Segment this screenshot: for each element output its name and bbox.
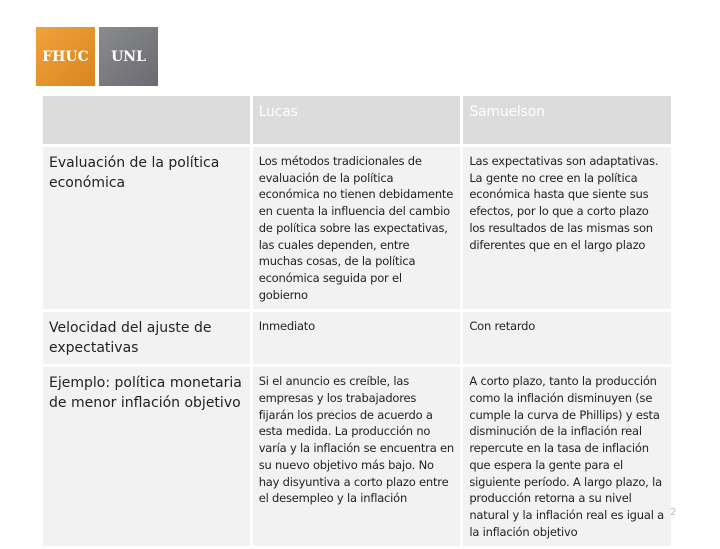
unl-logo: UNL [99,27,158,86]
lucas-cell: Si el anuncio es creíble, las empresas y los trabajadores fijarán los precios de acuerdo a esta medida. La producción no varía y la inflación se encuentra en su nuevo objetivo más bajo. No hay disyuntiva a corto plazo entre el desempleo y la inflación [253,367,461,546]
fhuc-logo: FHUC [36,27,95,86]
row-label: Velocidad del ajuste de expectativas [43,312,250,364]
table-row [43,312,671,364]
table-header-row [43,96,671,144]
header-empty [43,96,250,144]
table-row [43,147,671,309]
page-number: 2 [670,507,677,518]
table-row [43,367,671,546]
lucas-cell: Los métodos tradicionales de evaluación de la política económica no tienen debidamente en cuenta la influencia del cambio de política sobre las expectativas, las cuales dependen, entre muchas cosas, de la política económica seguida por el gobierno [253,147,461,309]
samuelson-cell: Con retardo [463,312,671,364]
lucas-cell: Inmediato [253,312,461,364]
header-lucas: Lucas [253,96,461,144]
samuelson-cell: Las expectativas son adaptativas. La gente no cree en la política económica hasta que siente sus efectos, por lo que a corto plazo los resultados de las mismas son diferentes que en el largo plazo [463,147,671,309]
samuelson-cell: A corto plazo, tanto la producción como la inflación disminuyen (se cumple la curva de Phillips) y esta disminución de la inflación real repercute en la tasa de inflación que espera la gente para el siguiente período. A largo plazo, la producción retorna a su nivel natural y la inflación real es igual a la inflación objetivo [463,367,671,546]
comparison-table [40,93,677,549]
row-label: Ejemplo: política monetaria de menor inflación objetivo [43,367,250,546]
row-label: Evaluación de la política económica [43,147,250,309]
header-samuelson: Samuelson [463,96,671,144]
